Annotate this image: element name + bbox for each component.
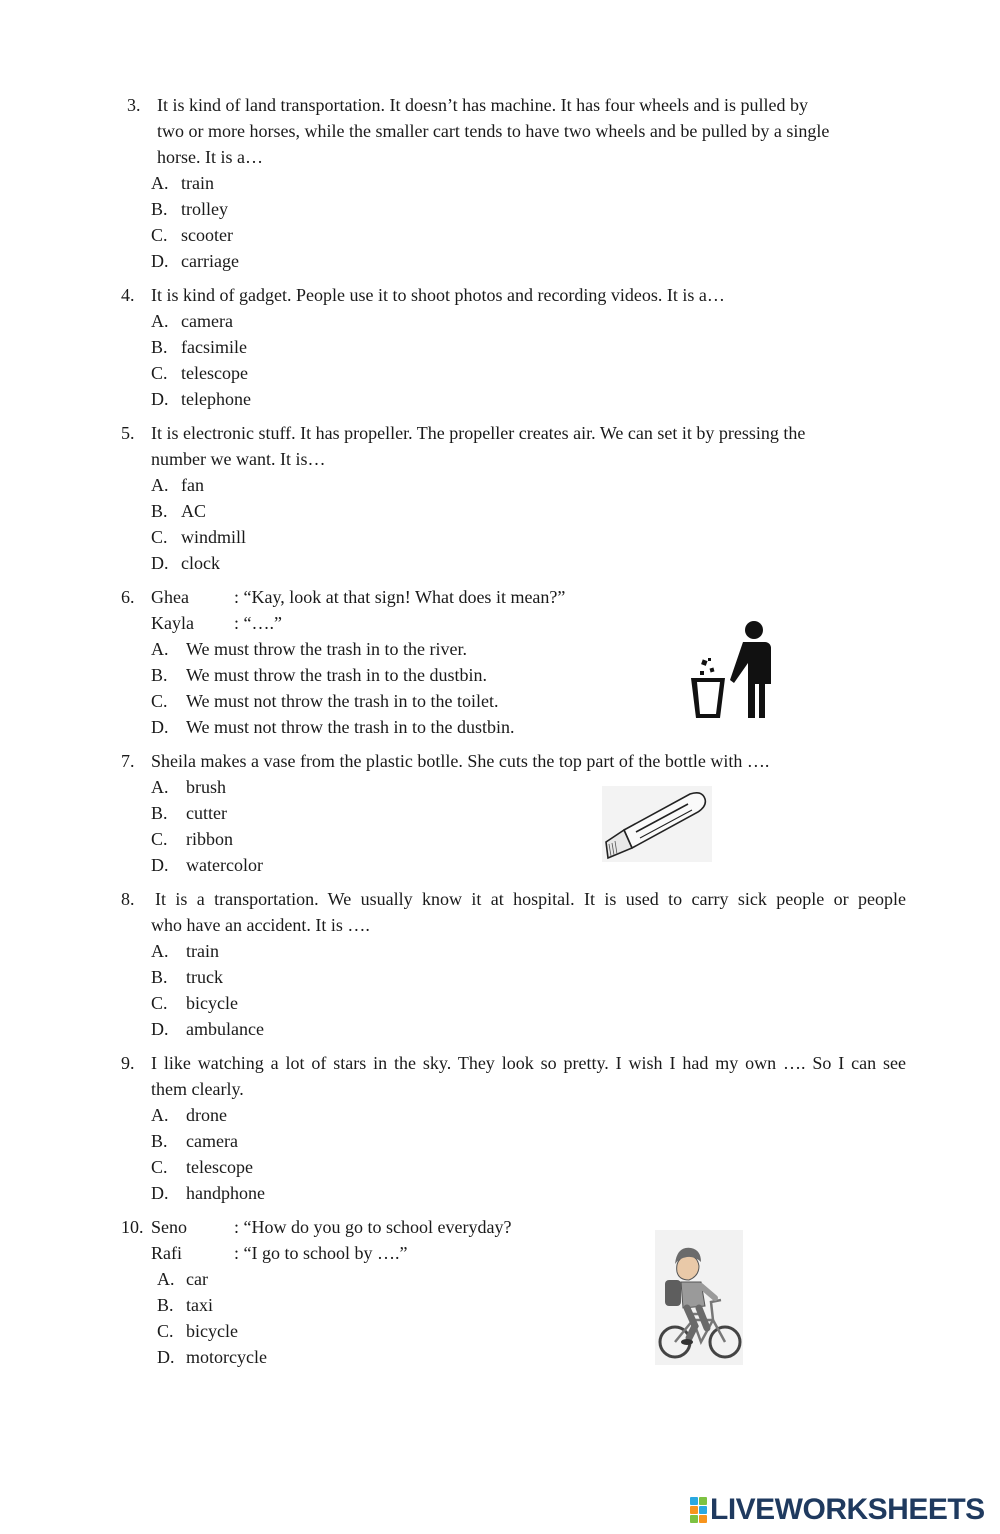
question-stem-line: I like watching a lot of stars in the sky. They look so pretty. I wish I had my own …. So I can see	[151, 1053, 906, 1073]
cutter-knife-icon	[602, 786, 712, 862]
question-stem-line: It is a transportation. We usually know it at hospital. It is used to carry sick people or people	[155, 889, 906, 909]
question-number: 7.	[121, 751, 135, 771]
dialogue-line: : “Kay, look at that sign! What does it mean?”	[234, 587, 566, 607]
dialogue-line: : “How do you go to school everyday?	[234, 1217, 512, 1237]
question-number: 8.	[121, 889, 135, 909]
question-number: 4.	[121, 285, 135, 305]
question-stem-line: It is kind of land transportation. It doesn’t has machine. It has four wheels and is pulled by	[157, 95, 809, 115]
question-number: 10.	[121, 1217, 144, 1237]
question-number: 9.	[121, 1053, 135, 1073]
question-stem-line: horse. It is a…	[157, 147, 263, 167]
boy-on-bicycle-icon	[655, 1230, 743, 1365]
liveworksheets-logo[interactable]	[690, 1492, 985, 1528]
dialogue-line: : “….”	[234, 613, 282, 633]
dialogue-speaker: Rafi	[151, 1243, 182, 1263]
logo-mark-icon	[690, 1497, 707, 1523]
trash-bin-icon	[688, 618, 778, 722]
dialogue-speaker: Kayla	[151, 613, 194, 633]
question-stem-line: two or more horses, while the smaller cart tends to have two wheels and be pulled by a single	[157, 121, 830, 141]
question-number: 6.	[121, 587, 135, 607]
question-stem-line: It is kind of gadget. People use it to shoot photos and recording videos. It is a…	[151, 285, 725, 305]
dialogue-speaker: Ghea	[151, 587, 189, 607]
question-stem-line: Sheila makes a vase from the plastic botlle. She cuts the top part of the bottle with ….	[151, 751, 770, 771]
dialogue-line: : “I go to school by ….”	[234, 1243, 408, 1263]
question-stem-line: number we want. It is…	[151, 449, 326, 469]
brand-name: LIVEWORKSHEETS	[710, 1493, 985, 1526]
question-stem-line: them clearly.	[151, 1079, 244, 1099]
question-number: 5.	[121, 423, 135, 443]
question-stem-line: who have an accident. It is ….	[151, 915, 370, 935]
dialogue-speaker: Seno	[151, 1217, 187, 1237]
question-number: 3.	[127, 95, 141, 115]
question-stem-line: It is electronic stuff. It has propeller. The propeller creates air. We can set it by pressing the	[151, 423, 806, 443]
